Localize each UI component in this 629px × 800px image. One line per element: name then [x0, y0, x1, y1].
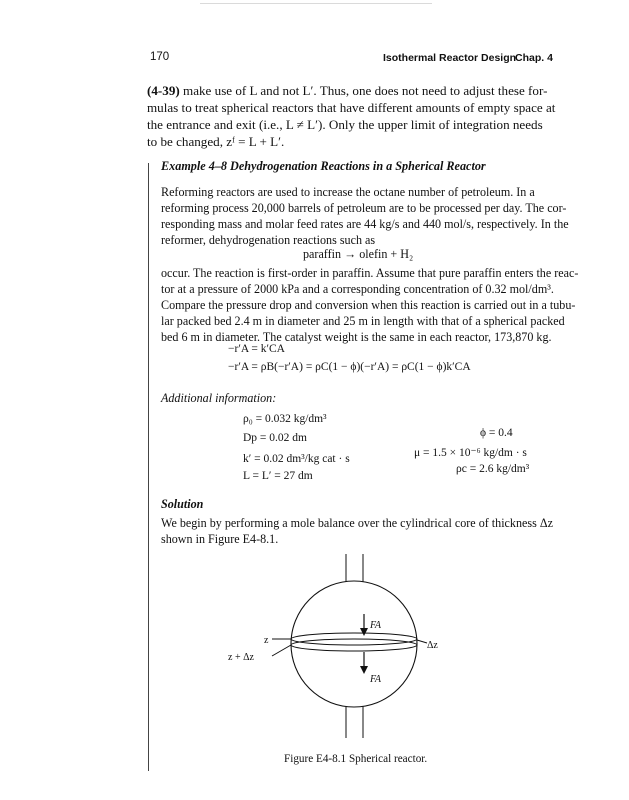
fa-arrowhead-top	[360, 628, 368, 636]
spherical-reactor-figure	[220, 552, 460, 762]
chapter-label: Chap. 4	[515, 52, 553, 64]
label-z: z	[264, 635, 269, 646]
running-title: Isothermal Reactor Design	[383, 52, 517, 64]
info-rho0: ρ₀ = 0.032 kg/dm³	[243, 413, 327, 425]
fa-arrowhead-bottom	[360, 666, 368, 674]
solution-text: We begin by performing a mole balance over the cylindrical core of thickness Δz shown in Figure E4-8.1.	[161, 516, 553, 546]
label-z-dz: z + Δz	[228, 652, 254, 663]
label-fa-bottom: FA	[370, 674, 381, 685]
top-rule	[200, 3, 432, 4]
rate-equation-2: −r′A = ρB(−r′A) = ρC(1 − ϕ)(−r′A) = ρC(1 − ϕ)k′CA	[228, 361, 471, 373]
example-paragraph-2: occur. The reaction is first-order in paraffin. Assume that pure paraffin enters the reac- tor at a pressure of 2000 kPa and a corresponding concentration of 0.32 mol/dm³. Compare the pressure drop and conversion when this reaction is carried out in a tubu- lar packed bed 2.4 m in diameter and 25 m in length with that of a spherical packed bed 6 m in diameter. The catalyst weight is the same in each reactor, 173,870 kg.	[161, 266, 579, 344]
info-dp: Dp = 0.02 dm	[243, 432, 307, 444]
equation-ref: (4-39)	[147, 83, 180, 98]
example-paragraph-1: Reforming reactors are used to increase the octane number of petroleum. In a reforming process 20,000 barrels of petroleum are to be processed per day. The cor- responding mass and molar feed rates are 44 kg/s and 440 mol/s, respectively. In the reformer, dehydrogenation reactions such as	[161, 185, 569, 247]
rate-equation-1: −r′A = k′CA	[228, 343, 285, 355]
info-mu: μ = 1.5 × 10⁻⁶ kg/dm · s	[414, 447, 527, 459]
page-number: 170	[150, 51, 170, 63]
sphere-outline	[291, 581, 417, 707]
info-phi: ϕ = 0.4	[480, 427, 513, 439]
example-margin-rule	[148, 163, 149, 771]
info-rhoc: ρc = 2.6 kg/dm³	[456, 463, 530, 475]
reaction-equation: paraffin → olefin + H₂	[303, 247, 414, 261]
info-l: L = L′ = 27 dm	[243, 470, 313, 482]
label-dz: Δz	[427, 640, 438, 651]
intro-paragraph: (4-39) make use of L and not L′. Thus, one does not need to adjust these for- mulas to treat spherical reactors that have different amounts of empty space at the entrance and exit (i.e., L ≠ L′). Only the upper limit of integration needs to be changed, zᶠ = L + L′.	[147, 83, 556, 149]
figure-caption: Figure E4-8.1 Spherical reactor.	[284, 753, 428, 765]
example-title: Example 4–8 Dehydrogenation Reactions in a Spherical Reactor	[161, 159, 486, 173]
additional-info-label: Additional information:	[161, 391, 277, 405]
z-dz-tick	[272, 645, 291, 656]
solution-label: Solution	[161, 497, 204, 511]
info-k: k′ = 0.02 dm³/kg cat · s	[243, 453, 350, 465]
dz-leader	[417, 640, 427, 643]
label-fa-top: FA	[370, 620, 381, 631]
